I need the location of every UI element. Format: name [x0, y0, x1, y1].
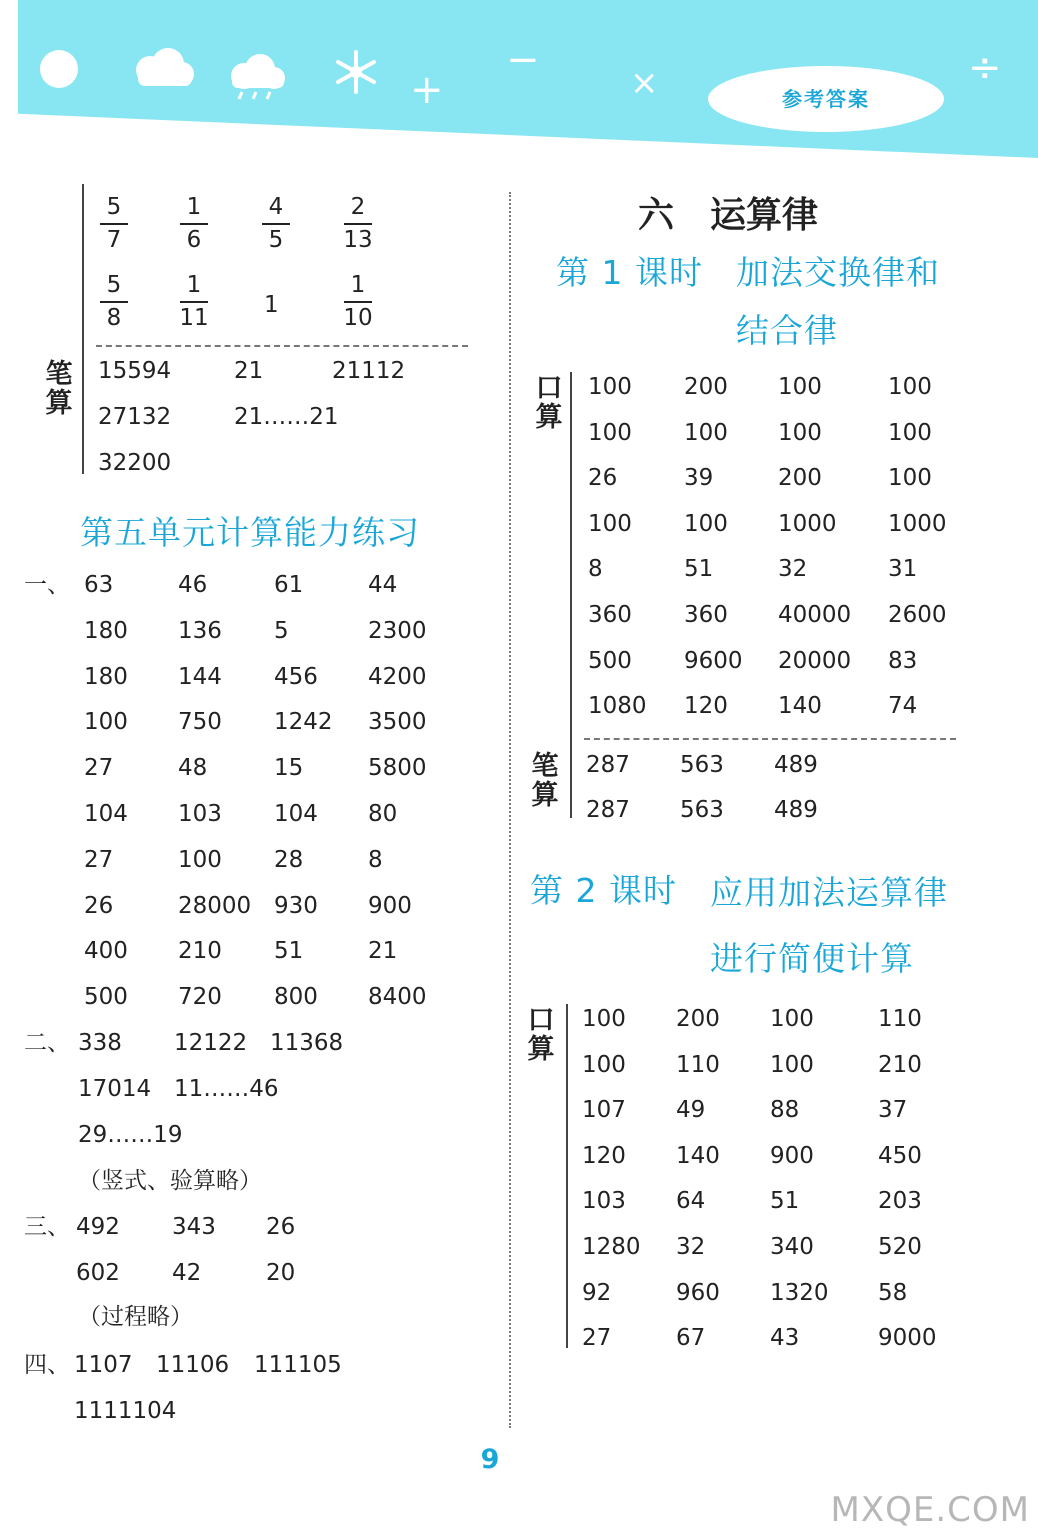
section1-cell: 100	[178, 846, 222, 873]
section1-cell: 8400	[368, 984, 427, 1011]
lesson2-kousuan-cell: 43	[770, 1325, 800, 1352]
lesson1-kousuan-cell: 100	[588, 374, 632, 400]
lesson2-bracket	[566, 1004, 568, 1348]
section1-cell: 4200	[368, 663, 427, 690]
lesson2-kousuan-cell: 100	[770, 1051, 814, 1078]
kousuan-label-lesson1: 口算	[535, 373, 563, 434]
lesson2-kousuan-cell: 900	[770, 1142, 814, 1169]
lesson1-kousuan-cell: 39	[684, 465, 714, 492]
bisuan-label-left: 笔算	[45, 359, 73, 420]
section2-cell: 12122	[174, 1030, 248, 1056]
bisuan-label-lesson1: 笔算	[531, 751, 559, 812]
fraction	[176, 196, 212, 252]
lesson1-kousuan-cell: 100	[778, 419, 822, 446]
left-top-separator	[96, 345, 468, 347]
section1-cell: 2300	[368, 617, 427, 644]
left-bisuan-cell: 21	[234, 358, 264, 384]
fraction-numerator: 5	[106, 272, 122, 298]
section1-cell: 27	[84, 755, 114, 782]
lesson1-kousuan-cell: 120	[684, 693, 728, 720]
section-label-4: 四、	[24, 1352, 70, 1378]
fraction-numerator: 1	[350, 272, 366, 298]
left-bisuan-cell: 15594	[98, 358, 172, 384]
chapter-title: 六 运算律	[638, 195, 819, 236]
section3-cell: 602	[76, 1260, 120, 1286]
lesson2-kousuan-cell: 120	[582, 1142, 626, 1169]
section1-cell: 180	[84, 617, 128, 644]
fraction-denominator: 8	[106, 305, 122, 331]
section2-cell: 11368	[270, 1030, 344, 1056]
section1-cell: 720	[178, 984, 222, 1011]
lesson2-kousuan-cell: 100	[770, 1006, 814, 1032]
lesson1-bisuan-cell: 489	[774, 797, 818, 823]
times-icon: ×	[630, 63, 659, 103]
section-label-2: 二、	[24, 1030, 70, 1056]
section1-cell: 800	[274, 984, 318, 1011]
lesson1-kousuan-cell: 83	[888, 647, 918, 674]
lesson1-kousuan-cell: 9600	[684, 647, 743, 674]
section1-cell: 63	[84, 572, 114, 598]
section1-cell: 5	[274, 617, 289, 644]
fraction	[340, 196, 376, 252]
section-label-3: 三、	[24, 1214, 70, 1240]
lesson1-kousuan-cell: 100	[888, 465, 932, 492]
section-label-1: 一、	[24, 572, 70, 598]
section1-cell: 5800	[368, 755, 427, 782]
section1-cell: 210	[178, 938, 222, 965]
fraction-numerator: 4	[268, 194, 284, 220]
lesson2-kousuan-cell: 92	[582, 1279, 612, 1306]
lesson2-kousuan-cell: 340	[770, 1234, 814, 1260]
left-bisuan-cell: 32200	[98, 450, 172, 476]
fraction-denominator: 6	[186, 227, 202, 253]
lesson1-kousuan-cell: 1000	[888, 510, 947, 537]
lesson1-kousuan-cell: 26	[588, 465, 618, 492]
fraction	[258, 196, 294, 252]
fraction	[340, 274, 376, 330]
lesson2-kousuan-cell: 203	[878, 1188, 922, 1215]
section1-cell: 27	[84, 846, 114, 873]
fraction-numerator: 5	[106, 194, 122, 220]
lesson2-kousuan-cell: 49	[676, 1097, 706, 1124]
section1-cell: 100	[84, 709, 128, 736]
lesson2-kousuan-cell: 32	[676, 1234, 706, 1260]
lesson1-kousuan-cell: 74	[888, 693, 918, 720]
lesson1-kousuan-cell: 40000	[778, 602, 852, 628]
lesson1-title-a: 第 1 课时	[556, 253, 703, 292]
lesson1-title-b: 加法交换律和	[736, 253, 940, 292]
section1-cell: 28000	[178, 892, 252, 919]
section1-cell: 3500	[368, 709, 427, 736]
left-bisuan-cell: 27132	[98, 404, 172, 430]
section1-cell: 15	[274, 755, 304, 782]
section1-cell: 104	[84, 801, 128, 827]
lesson1-kousuan-cell: 100	[888, 419, 932, 446]
section3-cell: 26	[266, 1214, 296, 1240]
cloud-icon	[128, 48, 198, 88]
fraction-denominator: 7	[106, 227, 122, 253]
section1-cell: 400	[84, 938, 128, 965]
lesson2-title-line2: 进行简便计算	[710, 939, 914, 978]
watermark: MXQE.COM	[830, 1490, 1030, 1530]
fraction-denominator: 11	[179, 305, 209, 331]
lesson1-bisuan-cell: 287	[586, 797, 630, 823]
lesson1-kousuan-cell: 31	[888, 556, 918, 583]
lesson2-kousuan-cell: 110	[676, 1051, 720, 1078]
page-number: 9	[480, 1444, 500, 1475]
lesson2-kousuan-cell: 103	[582, 1188, 626, 1215]
lesson2-kousuan-cell: 58	[878, 1279, 908, 1306]
fraction-whole: 1	[264, 292, 279, 318]
section1-cell: 21	[368, 938, 398, 965]
fraction	[96, 196, 132, 252]
lesson2-kousuan-cell: 100	[582, 1006, 626, 1032]
lesson1-kousuan-cell: 200	[778, 465, 822, 492]
section2-cell: 29……19	[78, 1122, 183, 1148]
lesson2-kousuan-cell: 960	[676, 1279, 720, 1306]
section1-cell: 456	[274, 663, 318, 690]
section2-cell: 11……46	[174, 1076, 279, 1102]
section1-cell: 136	[178, 617, 222, 644]
section1-cell: 8	[368, 846, 383, 873]
section1-cell: 44	[368, 572, 398, 598]
lesson2-kousuan-cell: 1320	[770, 1279, 829, 1306]
section1-cell: 46	[178, 572, 208, 598]
lesson1-kousuan-cell: 1000	[778, 510, 837, 537]
lesson2-kousuan-cell: 1280	[582, 1234, 641, 1260]
fraction	[176, 274, 212, 330]
section1-cell: 51	[274, 938, 304, 965]
lesson2-kousuan-cell: 51	[770, 1188, 800, 1215]
section4-cell: 1107	[74, 1352, 133, 1378]
lesson2-kousuan-cell: 64	[676, 1188, 706, 1215]
lesson2-title-a: 第 2 课时	[530, 871, 677, 910]
lesson1-kousuan-cell: 360	[684, 602, 728, 628]
section1-cell: 61	[274, 572, 304, 598]
section1-cell: 180	[84, 663, 128, 690]
lesson2-kousuan-cell: 27	[582, 1325, 612, 1352]
unit-heading: 第五单元计算能力练习	[80, 513, 420, 552]
section2-cell: 17014	[78, 1076, 152, 1102]
lesson2-kousuan-cell: 110	[878, 1006, 922, 1032]
section1-cell: 930	[274, 892, 318, 919]
section1-cell: 48	[178, 755, 208, 782]
lesson2-kousuan-cell: 200	[676, 1006, 720, 1032]
divide-icon: ÷	[968, 45, 1002, 91]
section1-cell: 900	[368, 892, 412, 919]
sun-icon	[40, 50, 78, 88]
left-top-bracket	[82, 184, 84, 474]
section4-cell: 11106	[156, 1352, 230, 1378]
section4-cell: 111105	[254, 1352, 342, 1378]
fraction-denominator: 5	[268, 227, 284, 253]
lesson1-kousuan-cell: 140	[778, 693, 822, 720]
section1-cell: 103	[178, 801, 222, 827]
section3-cell: 42	[172, 1260, 202, 1286]
section1-cell: 26	[84, 892, 114, 919]
section1-cell: 104	[274, 801, 318, 827]
rain-cloud-icon	[224, 54, 290, 100]
section1-cell: 28	[274, 846, 304, 873]
lesson1-bisuan-cell: 489	[774, 752, 818, 778]
lesson1-kousuan-cell: 20000	[778, 647, 852, 674]
lesson1-bisuan-cell: 563	[680, 752, 724, 778]
lesson2-kousuan-cell: 140	[676, 1142, 720, 1169]
note-s3: （过程略）	[78, 1304, 193, 1330]
lesson1-bisuan-cell: 287	[586, 752, 630, 778]
fraction	[96, 274, 132, 330]
lesson1-kousuan-cell: 100	[684, 419, 728, 446]
section1-cell: 144	[178, 663, 222, 690]
plus-icon: +	[410, 67, 444, 113]
lesson1-kousuan-cell: 360	[588, 602, 632, 628]
lesson2-kousuan-cell: 9000	[878, 1325, 937, 1352]
lesson1-kousuan-cell: 200	[684, 374, 728, 400]
lesson1-kousuan-cell: 1080	[588, 693, 647, 720]
section1-cell: 1242	[274, 709, 333, 736]
lesson1-kousuan-cell: 8	[588, 556, 603, 583]
lesson2-kousuan-cell: 100	[582, 1051, 626, 1078]
lesson1-bisuan-cell: 563	[680, 797, 724, 823]
section1-cell: 500	[84, 984, 128, 1011]
lesson1-kousuan-cell: 100	[778, 374, 822, 400]
answer-key-label: 参考答案	[708, 66, 944, 132]
fraction-numerator: 2	[350, 194, 366, 220]
fraction-numerator: 1	[186, 194, 202, 220]
lesson1-kousuan-cell: 100	[684, 510, 728, 537]
fraction-numerator: 1	[186, 272, 202, 298]
snowflake-icon	[332, 48, 380, 96]
lesson2-kousuan-cell: 88	[770, 1097, 800, 1124]
note-s2: （竖式、验算略）	[78, 1168, 262, 1194]
section1-cell: 750	[178, 709, 222, 736]
lesson1-kousuan-cell: 100	[888, 374, 932, 400]
lesson2-title-b: 应用加法运算律	[710, 873, 948, 912]
lesson1-separator	[584, 738, 956, 740]
column-divider	[509, 192, 511, 1428]
lesson2-kousuan-cell: 450	[878, 1142, 922, 1169]
lesson1-kousuan-cell: 100	[588, 510, 632, 537]
lesson2-kousuan-cell: 107	[582, 1097, 626, 1124]
lesson1-kousuan-cell: 2600	[888, 602, 947, 628]
minus-icon: −	[506, 37, 540, 83]
fraction-denominator: 10	[343, 305, 373, 331]
lesson1-kousuan-cell: 500	[588, 647, 632, 674]
section4-cell: 1111104	[74, 1398, 177, 1424]
lesson2-kousuan-cell: 37	[878, 1097, 908, 1124]
kousuan-label-lesson2: 口算	[527, 1005, 555, 1066]
lesson2-kousuan-cell: 210	[878, 1051, 922, 1078]
lesson1-kousuan-cell: 51	[684, 556, 714, 583]
fraction-denominator: 13	[343, 227, 373, 253]
section3-cell: 492	[76, 1214, 120, 1240]
section1-cell: 80	[368, 801, 398, 827]
left-bisuan-cell: 21112	[332, 358, 406, 384]
section3-cell: 343	[172, 1214, 216, 1240]
left-bisuan-cell: 21……21	[234, 404, 339, 430]
lesson1-kousuan-cell: 100	[588, 419, 632, 446]
lesson2-kousuan-cell: 67	[676, 1325, 706, 1352]
lesson2-kousuan-cell: 520	[878, 1234, 922, 1260]
lesson1-title-line2: 结合律	[736, 311, 838, 350]
section2-cell: 338	[78, 1030, 122, 1056]
lesson1-kousuan-cell: 32	[778, 556, 808, 583]
section3-cell: 20	[266, 1260, 296, 1286]
lesson1-bracket	[570, 372, 572, 818]
